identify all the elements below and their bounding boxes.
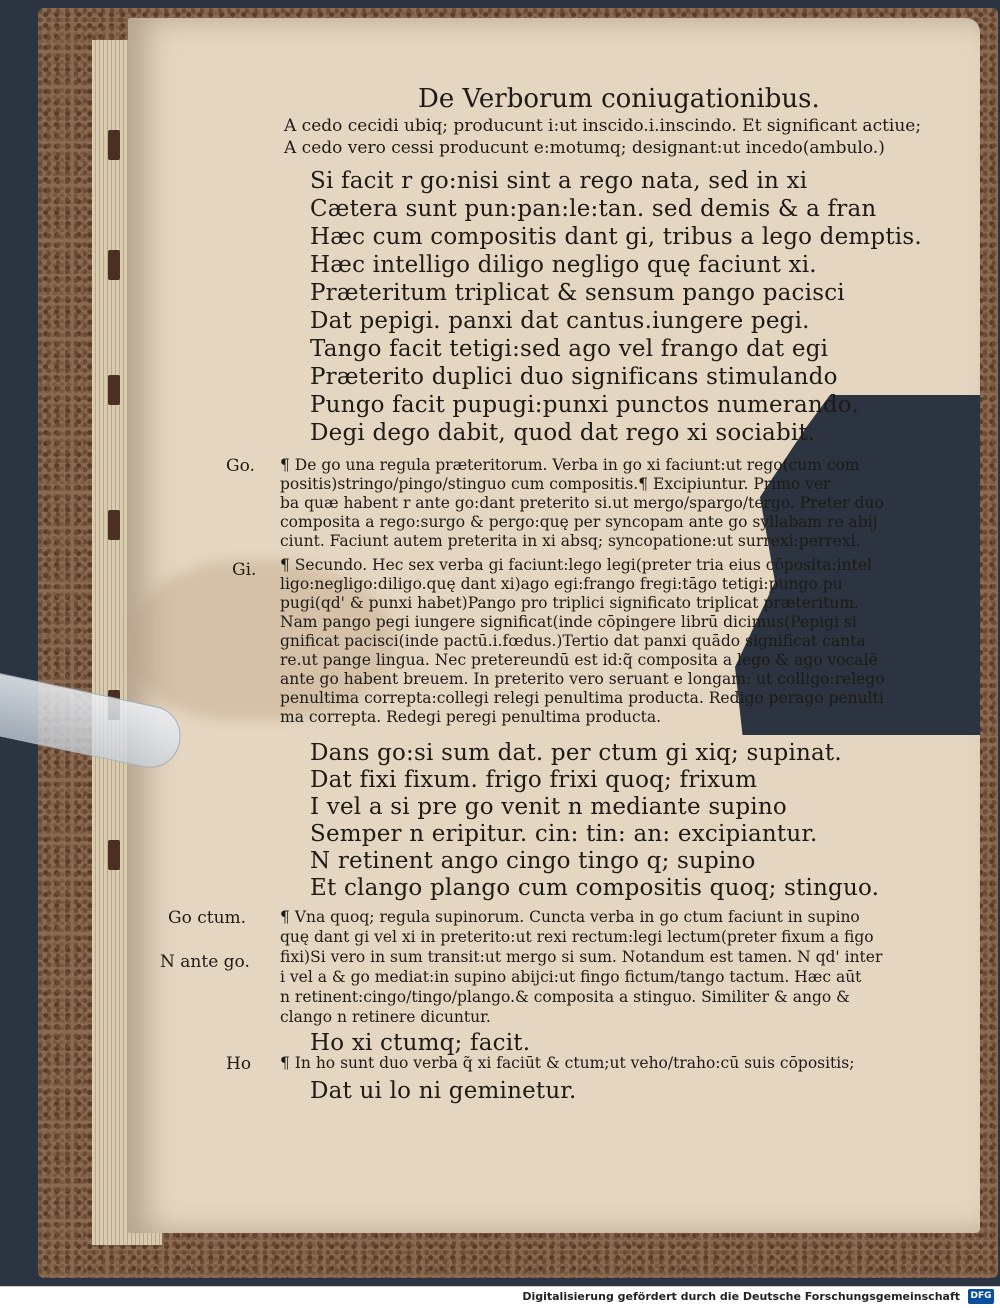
- verse-line: Dans go:si sum dat. per ctum gi xiq; supinat.: [310, 740, 842, 766]
- verse-line: Cætera sunt pun:pan:le:tan. sed demis & a fran: [310, 196, 877, 222]
- margin-note-ho: Ho: [226, 1054, 252, 1074]
- verse-line: Dat fixi fixum. frigo frixi quoq; frixum: [310, 767, 758, 793]
- margin-note-n-ante-go: N ante go.: [160, 952, 250, 972]
- prose-line: i vel a & go mediat:in supino abijci:ut fingo fictum/tango tactum. Hæc aūt: [280, 968, 862, 986]
- intro-line: A cedo vero cessi producunt e:motumq; designant:ut incedo(ambulo.): [284, 138, 885, 158]
- prose-line: gnificat pacisci(inde pactū.i.fœdus.)Tertio dat panxi quādo significat canta: [280, 632, 866, 650]
- verse-line: Dat pepigi. panxi dat cantus.iungere pegi.: [310, 308, 810, 334]
- prose-line: quę dant gi vel xi in preterito:ut rexi rectum:legi lectum(preter fixum a figo: [280, 928, 874, 946]
- prose-line: penultima correpta:collegi relegi penultima producta. Redigo perago penulti: [280, 689, 884, 707]
- verse-line: Hæc cum compositis dant gi, tribus a lego demptis.: [310, 224, 922, 250]
- verse-line: Et clango plango cum compositis quoq; stinguo.: [310, 875, 880, 901]
- prose-line: re.ut pange lingua. Nec pretereundū est id:q̃ composita a lego & ago vocalē: [280, 651, 878, 669]
- verse-line: Præterito duplici duo significans stimulando: [310, 364, 838, 390]
- prose-line: clango n retinere dicuntur.: [280, 1008, 491, 1026]
- footer-credit: Digitalisierung gefördert durch die Deutsche Forschungsgemeinschaft: [522, 1290, 960, 1303]
- prose-line: Nam pango pegi iungere significat(inde cōpingere librū dicimus(Pepigi si: [280, 613, 857, 631]
- prose-line: ¶ Vna quoq; regula supinorum. Cuncta verba in go ctum faciunt in supino: [280, 908, 860, 926]
- prose-line: positis)stringo/pingo/stinguo cum compositis.¶ Excipiuntur. Primo ver: [280, 475, 831, 493]
- verse-line: N retinent ango cingo tingo q; supino: [310, 848, 756, 874]
- running-title: De Verborum coniugationibus.: [418, 84, 820, 114]
- prose-line: fixi)Si vero in sum transit:ut mergo si sum. Notandum est tamen. N qd' inter: [280, 948, 883, 966]
- verse-line: Tango facit tetigi:sed ago vel frango dat egi: [310, 336, 829, 362]
- prose-line: n retinent:cingo/tingo/plango.& composita a stinguo. Similiter & ango &: [280, 988, 850, 1006]
- prose-line: ¶ De go una regula præteritorum. Verba in go xi faciunt:ut rego(cum com: [280, 456, 860, 474]
- verse-line: Si facit r go:nisi sint a rego nata, sed in xi: [310, 168, 808, 194]
- verse-line: Hæc intelligo diligo negligo quę faciunt xi.: [310, 252, 817, 278]
- verse-line: I vel a si pre go venit n mediante supino: [310, 794, 787, 820]
- verse-line: Ho xi ctumq; facit.: [310, 1030, 531, 1056]
- stitch-mark: [108, 130, 120, 160]
- prose-line: ante go habent breuem. In preterito vero seruant e longam: ut colligo:relego: [280, 670, 885, 688]
- prose-line: ¶ Secundo. Hec sex verba gi faciunt:lego legi(preter tria eius cōposita:intel: [280, 556, 872, 574]
- prose-line: ligo:negligo:diligo.quę dant xi)ago egi:frango fregi:tāgo tetigi:pungo pu: [280, 575, 843, 593]
- verse-line: Semper n eripitur. cin: tin: an: excipiantur.: [310, 821, 818, 847]
- verse-line: Degi dego dabit, quod dat rego xi sociabit.: [310, 420, 816, 446]
- prose-line: ciunt. Faciunt autem preterita in xi absq; syncopatione:ut surrexi:perrexi.: [280, 532, 861, 550]
- prose-line: composita a rego:surgo & pergo:quę per syncopam ante go syllabam re abij: [280, 513, 878, 531]
- prose-line: ¶ In ho sunt duo verba q̃ xi faciūt & ctum;ut veho/traho:cū suis cōpositis;: [280, 1054, 855, 1072]
- intro-line: A cedo cecidi ubiq; producunt i:ut inscido.i.inscindo. Et significant actiue;: [284, 116, 922, 136]
- verse-line: Præteritum triplicat & sensum pango pacisci: [310, 280, 845, 306]
- stitch-mark: [108, 250, 120, 280]
- dfg-logo-icon: DFG: [968, 1289, 994, 1304]
- margin-note-go: Go.: [226, 456, 255, 476]
- prose-line: ma correpta. Redegi peregi penultima producta.: [280, 708, 662, 726]
- stitch-mark: [108, 510, 120, 540]
- margin-note-go-ctum: Go ctum.: [168, 908, 247, 928]
- stitch-mark: [108, 375, 120, 405]
- prose-line: ba quæ habent r ante go:dant preterito si.ut mergo/spargo/tergo. Preter duo: [280, 494, 884, 512]
- verse-line: Pungo facit pupugi:punxi punctos numerando.: [310, 392, 859, 418]
- prose-line: pugi(qd' & punxi habet)Pango pro triplici significato triplicat præteritum.: [280, 594, 859, 612]
- margin-note-gi: Gi.: [232, 560, 257, 580]
- verse-line: Dat ui lo ni geminetur.: [310, 1078, 577, 1104]
- stitch-mark: [108, 840, 120, 870]
- footer-bar: [0, 1286, 1000, 1308]
